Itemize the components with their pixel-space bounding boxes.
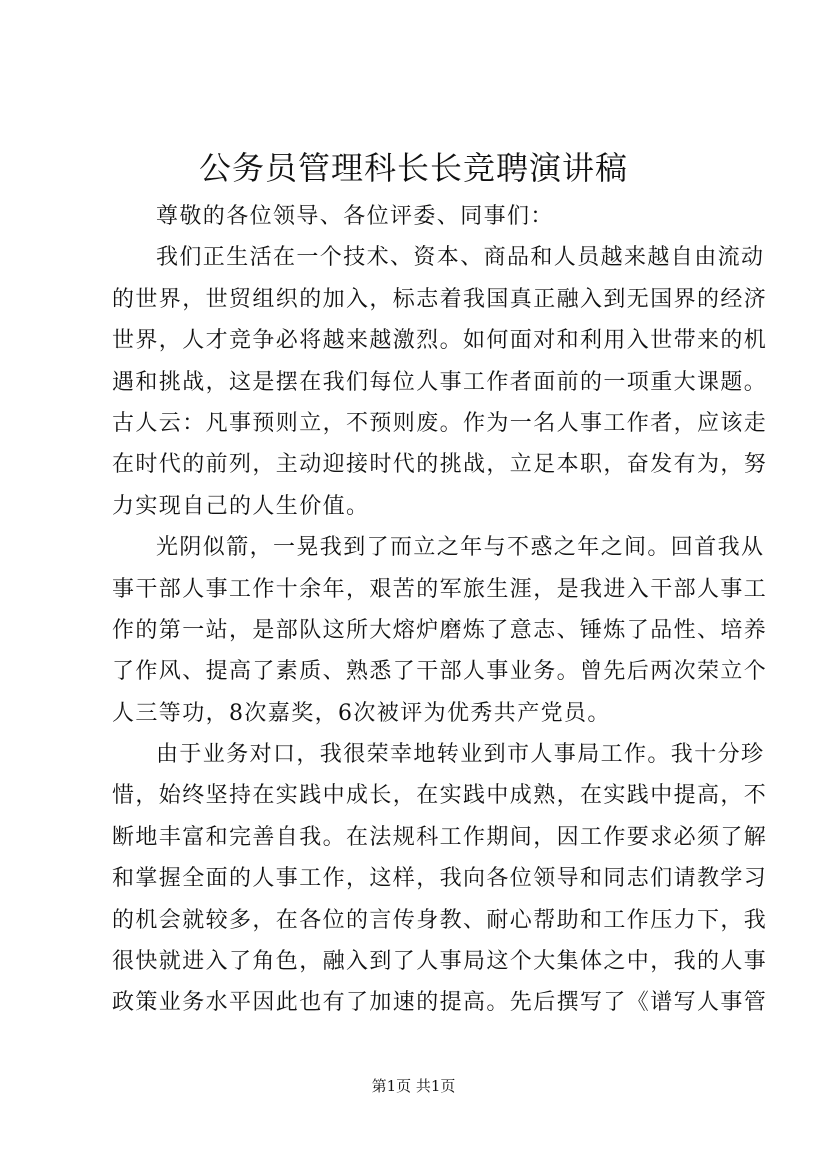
document-title: 公务员管理科长长竞聘演讲稿 [198,149,628,187]
document-body [112,196,768,1024]
paragraph-line: 事干部人事工作十余年，艰苦的军旅生涯，是我进入干部人事工 [112,576,768,602]
paragraph-line: 光阴似箭，一晃我到了而立之年与不惑之年之间。回首我从 [156,535,765,561]
paragraph-line: 惜，始终坚持在实践中成长，在实践中成熟，在实践中提高，不 [112,783,768,809]
paragraph-line: 世界，人才竞争必将越来越激烈。如何面对和利用入世带来的机 [112,328,768,354]
paragraph-line: 作的第一站，是部队这所大熔炉磨炼了意志、锤炼了品性、培养 [112,617,768,643]
paragraph-line: 人三等功，8次嘉奖，6次被评为优秀共产党员。 [112,700,611,726]
paragraph-line: 古人云：凡事预则立，不预则废。作为一名人事工作者，应该走 [112,410,768,436]
paragraph-line: 由于业务对口，我很荣幸地转业到市人事局工作。我十分珍 [156,742,765,768]
paragraph-line: 了作风、提高了素质、熟悉了干部人事业务。曾先后两次荣立个 [112,659,768,685]
salutation-line: 尊敬的各位领导、各位评委、同事们： [156,204,554,229]
paragraph-line: 的机会就较多，在各位的言传身教、耐心帮助和工作压力下，我 [112,907,768,933]
paragraph-line: 政策业务水平因此也有了加速的提高。先后撰写了《谱写人事管 [112,990,768,1016]
paragraph-line: 很快就进入了角色，融入到了人事局这个大集体之中，我的人事 [112,949,768,975]
paragraph-line: 力实现自己的人生价值。 [112,493,370,519]
paragraph-line: 我们正生活在一个技术、资本、商品和人员越来越自由流动 [156,245,765,271]
paragraph-line: 在时代的前列，主动迎接时代的挑战，立足本职，奋发有为，努 [112,452,768,478]
paragraph-line: 断地丰富和完善自我。在法规科工作期间，因工作要求必须了解 [112,824,768,850]
paragraph-line: 和掌握全面的人事工作，这样，我向各位领导和同志们请教学习 [112,866,768,892]
paragraph-line: 遇和挑战，这是摆在我们每位人事工作者面前的一项重大课题。 [112,369,768,395]
paragraph-line: 的世界，世贸组织的加入，标志着我国真正融入到无国界的经济 [112,286,768,312]
page-footer: 第1页 共1页 [371,1077,456,1095]
